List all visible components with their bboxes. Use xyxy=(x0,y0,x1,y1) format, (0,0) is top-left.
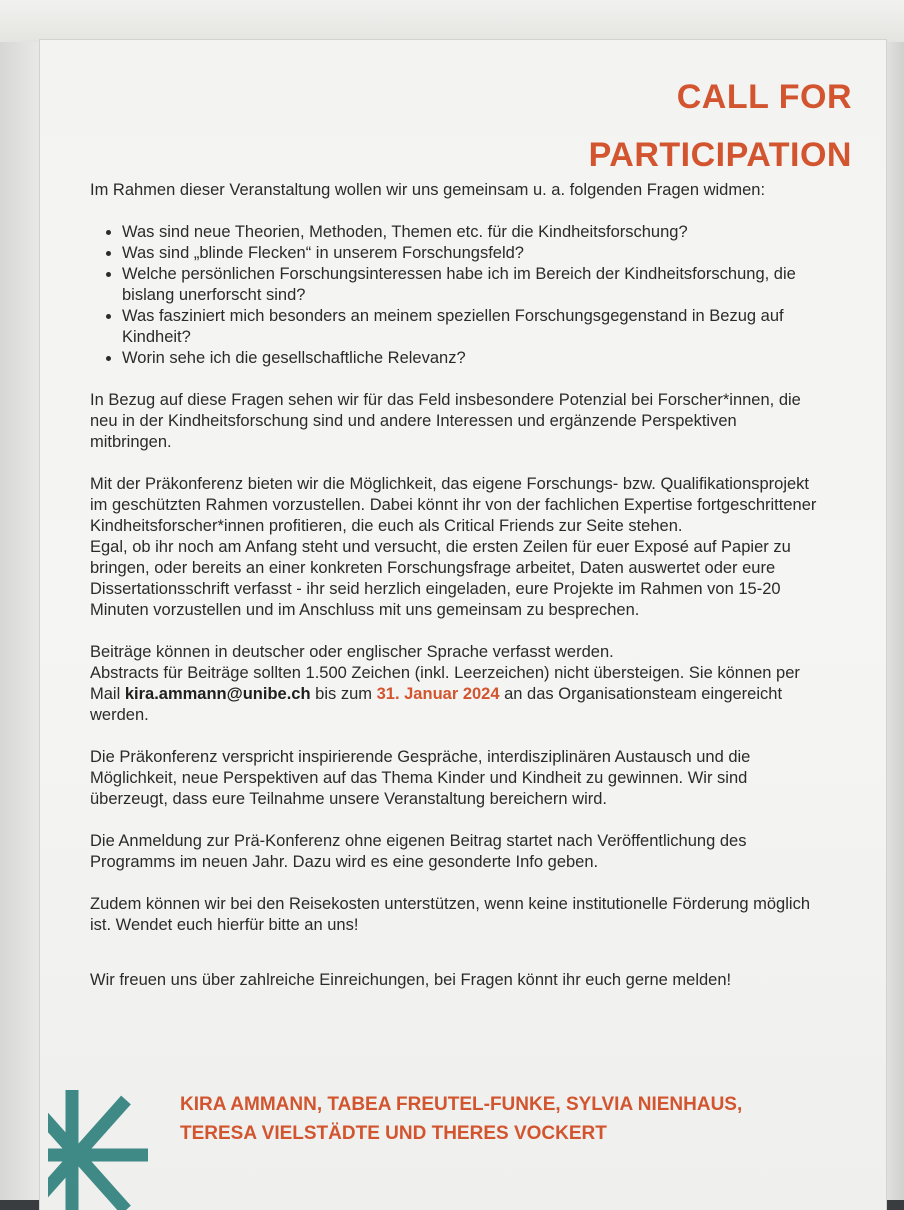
submission-suffix: an das Organisationsteam eingereicht werden. xyxy=(90,685,783,724)
authors-line-2: TERESA VIELSTÄDTE UND THERES VOCKERT xyxy=(180,1123,607,1144)
closing-paragraph: Wir freuen uns über zahlreiche Einreichungen, bei Fragen könnt ihr euch gerne melden! xyxy=(90,971,732,989)
authors-block xyxy=(180,1090,840,1148)
submission-prefix: Abstracts für Beiträge sollten 1.500 Zeichen (inkl. Leerzeichen) nicht übersteigen. Sie können per Mail xyxy=(90,664,800,703)
potential-paragraph: In Bezug auf diese Fragen sehen wir für das Feld insbesondere Potenzial bei Forscher*innen, die neu in der Kindheitsforschung sind und andere Interessen und ergänzende Perspektiven mitbringen. xyxy=(90,391,801,451)
deadline-date: 31. Januar 2024 xyxy=(376,685,500,703)
intro-paragraph: Im Rahmen dieser Veranstaltung wollen wir uns gemeinsam u. a. folgenden Fragen widmen: xyxy=(90,181,766,199)
anmeldung-paragraph: Die Anmeldung zur Prä-Konferenz ohne eigenen Beitrag startet nach Veröffentlichung des Programms im neuen Jahr. Dazu wird es eine gesonderte Info geben. xyxy=(90,832,747,871)
authors-line-1: KIRA AMMANN, TABEA FREUTEL-FUNKE, SYLVIA NIENHAUS, xyxy=(180,1094,743,1115)
verspricht-paragraph: Die Präkonferenz verspricht inspirierende Gespräche, interdisziplinären Austausch und die Möglichkeit, neue Perspektiven auf das Thema Kinder und Kindheit zu gewinnen. Wir sind überzeugt, dass eure Teilnahme unsere Veranstaltung bereichern wird. xyxy=(90,748,751,808)
title-line-2: PARTICIPATION xyxy=(588,136,852,174)
asterisk-logo-icon xyxy=(48,1080,158,1210)
submission-mid: bis zum xyxy=(310,685,377,703)
question-list xyxy=(90,222,820,369)
title-line-1: CALL FOR xyxy=(676,78,852,116)
monitor-left-bezel xyxy=(0,42,40,1200)
egal-paragraph: Egal, ob ihr noch am Anfang steht und versucht, die ersten Zeilen für euer Exposé auf Papier zu bringen, oder bereits an einer konkreten Forschungsfrage arbeitet, Daten auswertet oder eure Dissertationsschrift verfasst - ihr seid herzlich eingeladen, eure Projekte im Rahmen von 15-20 Minuten vorzustellen und im Anschluss mit uns gemeinsam zu besprechen. xyxy=(90,538,791,619)
document-body xyxy=(90,180,820,1012)
list-item: • Was sind neue Theorien, Methoden, Themen etc. für die Kindheitsforschung? xyxy=(122,222,820,243)
monitor-top-bar xyxy=(0,0,904,43)
list-item: • Was fasziniert mich besonders an meinem speziellen Forschungsgegenstand in Bezug auf Kindheit? xyxy=(122,306,820,348)
page-title xyxy=(589,68,852,184)
list-item: • Welche persönlichen Forschungsinteressen habe ich im Bereich der Kindheitsforschung, die bislang unerforscht sind? xyxy=(122,264,820,306)
submission-block xyxy=(90,642,820,726)
prekonferenz-paragraph: Mit der Präkonferenz bieten wir die Möglichkeit, das eigene Forschungs- bzw. Qualifikationsprojekt im geschützten Rahmen vorzustellen. Dabei könnt ihr von der fachlichen Expertise fortgeschrittener Kindheitsforscher*innen profitieren, die euch als Critical Friends zur Seite stehen. xyxy=(90,475,817,535)
language-sentence: Beiträge können in deutscher oder englischer Sprache verfasst werden. xyxy=(90,643,614,661)
reisekosten-paragraph: Zudem können wir bei den Reisekosten unterstützen, wenn keine institutionelle Förderung möglich ist. Wendet euch hierfür bitte an uns! xyxy=(90,895,810,934)
list-item: • Worin sehe ich die gesellschaftliche Relevanz? xyxy=(122,348,820,369)
document-page xyxy=(40,40,886,1210)
list-item: • Was sind „blinde Flecken“ in unserem Forschungsfeld? xyxy=(122,243,820,264)
prekonferenz-block xyxy=(90,474,820,537)
contact-email[interactable]: kira.ammann@unibe.ch xyxy=(124,685,311,703)
